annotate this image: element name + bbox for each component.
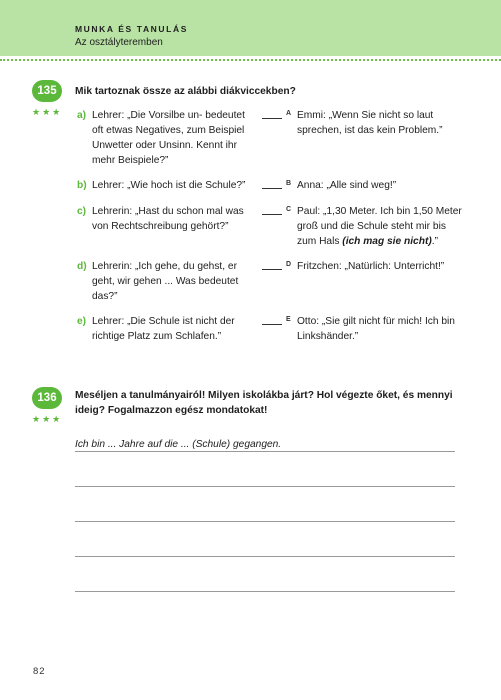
difficulty-stars-icon: ★★★ [32,107,63,117]
header-dotted-divider [0,59,501,61]
answer-text: Anna: „Alle sind weg!” [297,180,397,191]
answer-text-end: .” [431,236,438,247]
item-text: Lehrer: „Wie hoch ist die Schule?” [92,180,246,191]
item-letter: c) [77,206,87,217]
answer-text: Fritzchen: „Natürlich: Unterricht!” [297,261,445,272]
item-letter: a) [77,110,87,121]
answer-blank[interactable] [262,324,282,325]
item-letter: d) [77,261,87,272]
item-text: Lehrer: „Die Schule ist nicht der richtige Platz zum Schlafen.” [92,316,235,342]
page-number: 82 [33,666,46,677]
answer-blank[interactable] [262,214,282,215]
answer-text [297,204,463,249]
answer-emphasis: (ich mag sie nicht) [342,236,432,247]
writing-line[interactable] [75,451,455,452]
answer-text: Emmi: „Wenn Sie nicht so laut sprechen, ist das kein Problem.” [297,110,443,136]
item-text: Lehrerin: „Ich gehe, du gehst, er geht, wir gehen ... Was bedeutet das?” [92,261,239,302]
answer-text-part: Paul: „1,30 Meter. Ich bin 1,50 Meter groß und die Schule steht mir bis zum Hals [297,206,462,247]
answer-blank[interactable] [262,269,282,270]
difficulty-stars-icon: ★★★ [32,414,63,424]
chapter-title: MUNKA ÉS TANULÁS [75,24,188,34]
answer-letter: C [286,206,292,213]
chapter-subtitle: Az osztályteremben [75,37,163,48]
item-text: Lehrerin: „Hast du schon mal was von Rechtschreibung gehört?” [92,206,244,232]
item-letter: e) [77,316,87,327]
item-text: Lehrer: „Die Vorsilbe un- bedeutet oft etwas Negatives, zum Beispiel Unwetter oder Unsinn. Kennt ihr mehr Beispiele?” [92,110,245,166]
chapter-header [0,0,501,56]
writing-line[interactable] [75,486,455,487]
answer-letter: A [286,110,292,117]
answer-letter: D [286,261,292,268]
writing-line[interactable] [75,521,455,522]
exercise-number-badge: 136 [32,387,62,409]
answer-letter: B [286,180,292,187]
answer-text: Otto: „Sie gilt nicht für mich! Ich bin Linkshänder.” [297,316,455,342]
exercise-number-badge: 135 [32,80,62,102]
answer-blank[interactable] [262,118,282,119]
answer-blank[interactable] [262,188,282,189]
writing-line[interactable] [75,591,455,592]
item-letter: b) [77,180,87,191]
writing-line[interactable] [75,556,455,557]
exercise-question: Mik tartoznak össze az alábbi diákviccekben? [75,86,296,97]
example-sentence: Ich bin ... Jahre auf die ... (Schule) gegangen. [75,439,282,450]
exercise-question: Meséljen a tanulmányairól! Milyen iskolákba járt? Hol végezte őket, és mennyi ideig? Fogalmazzon egész mondatokat! [75,390,453,416]
answer-letter: E [286,316,291,323]
